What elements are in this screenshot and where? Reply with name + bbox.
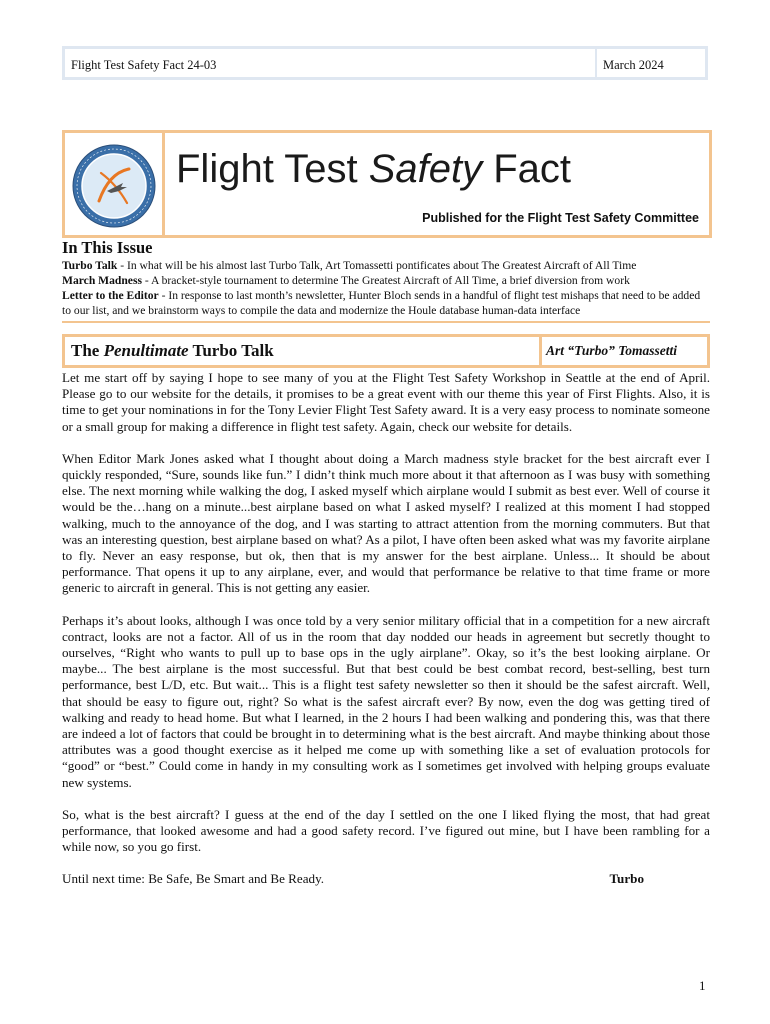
issue-item-label: March Madness: [62, 274, 142, 287]
in-this-issue-heading: In This Issue: [62, 238, 153, 257]
signoff: [62, 871, 710, 887]
in-this-issue-list: [62, 258, 710, 318]
issue-item-text: - In what will be his almost last Turbo Talk, Art Tomassetti pontificates about The Greatest Aircraft of All Time: [117, 259, 637, 272]
header-bar: [62, 46, 708, 80]
publisher-line: Published for the Flight Test Safety Committee: [422, 211, 699, 225]
page-number: 1: [699, 978, 706, 993]
article-paragraph: Perhaps it’s about looks, although I was once told by a very senior military official that in a competition for a new aircraft contract, looks are not a factor. All of us in the room that day nodded our heads in agreement but secretly thought to ourselves, “Right who wants to pull up to base ops in the ugly airplane”. Okay, so it’s the best looking airplane. Or maybe... The best airplane is the most successful. But that best could be best combat record, best-selling, best turn performance, best L/D, etc. But wait... This is a flight test safety newsletter so then it should be the safest aircraft. Well, that should be easy to figure out, right? So what is the safest aircraft ever? By now, even the dog was getting tired of walking and ready to head home. But what I learned, in the 2 hours I had been walking and pondering this, was that there are indeed a lot of factors that could be brought in to determining what is the best aircraft. And maybe thinking about those attributes was a good thought exercise as it helped me come up with something like a set of evaluation protocols for “good” or “best.” Could come in handy in my consulting work as I sometimes get involved with helping groups evaluate new systems.: [62, 612, 710, 790]
section-header: [62, 334, 710, 368]
issue-item: [62, 273, 710, 288]
section-title-part-3: Turbo Talk: [188, 341, 274, 360]
issue-item: [62, 288, 710, 318]
title-part-3: Fact: [482, 147, 571, 191]
title-part-1: Flight Test: [176, 147, 369, 191]
section-title-part-1: The: [71, 341, 104, 360]
article-body: [62, 370, 710, 888]
article-paragraph: When Editor Mark Jones asked what I thought about doing a March madness style bracket for the best aircraft ever I quickly responded, “Sure, sounds like fun.” I didn’t think much more about it that afternoon as I was busy with something else. The next morning while walking the dog, I asked myself which airplane would I submit as best ever. Well of course it would be the…hang on a minute...best airplane based on what I asked myself? I realized at this moment I had stopped walking, much to the annoyance of the dog, and I was starting to attract attention from the morning commuters. But that was an interesting question, best airplane based on what? As a pilot, I have often been asked what was my favorite airplane to fly. Never an easy response, but ok, then that is my answer for the best airplane. Unless... It should be about performance. That opens it up to any airplane, ever, and would that performance be relative to that time frame or more generic to aircraft in general. This is not getting any easier.: [62, 450, 710, 596]
section-title: [65, 337, 542, 365]
issue-item: [62, 258, 710, 273]
issue-item-label: Letter to the Editor: [62, 289, 159, 302]
closing-line: Until next time: Be Safe, Be Smart and Be Ready.: [62, 871, 325, 887]
logo-cell: [65, 133, 165, 235]
masthead: [62, 130, 712, 238]
article-paragraph: Let me start off by saying I hope to see many of you at the Flight Test Safety Workshop in Seattle at the end of April. Please go to our website for the details, it promises to be a great event with our theme this year of First Flights. Also, it is time to get your nominations in for the Tony Levier Flight Test Safety award. It is a very easy process to nominate someone or a small group for making a difference in flight test safety. Again, check our website for details.: [62, 370, 710, 434]
flight-test-safety-committee-seal-icon: [71, 143, 157, 229]
section-title-part-2: Penultimate: [103, 341, 189, 360]
section-author: Art “Turbo” Tomassetti: [546, 343, 678, 358]
issue-date: March 2024: [603, 58, 664, 72]
section-divider: [62, 321, 710, 323]
issue-item-text: - In response to last month’s newsletter, Hunter Bloch sends in a handful of flight test mishaps that need to be added to our list, and we brainstorm ways to compile the data and modernize the Houle database human-data interface: [62, 289, 701, 317]
newsletter-title: [176, 147, 571, 192]
newsletter-issue-label: Flight Test Safety Fact 24-03: [65, 49, 597, 77]
article-paragraph: So, what is the best aircraft? I guess at the end of the day I settled on the one I liked flying the most, that had great performance, that looked awesome and had a good safety record. I’ve figured out mine, but I have been rambling for a while now, so you go first.: [62, 806, 710, 855]
signature: Turbo: [609, 871, 644, 887]
issue-item-label: Turbo Talk: [62, 259, 118, 272]
issue-item-text: - A bracket-style tournament to determine The Greatest Aircraft of All Time, a brief diversion from work: [141, 274, 630, 287]
title-part-2: Safety: [368, 147, 483, 191]
